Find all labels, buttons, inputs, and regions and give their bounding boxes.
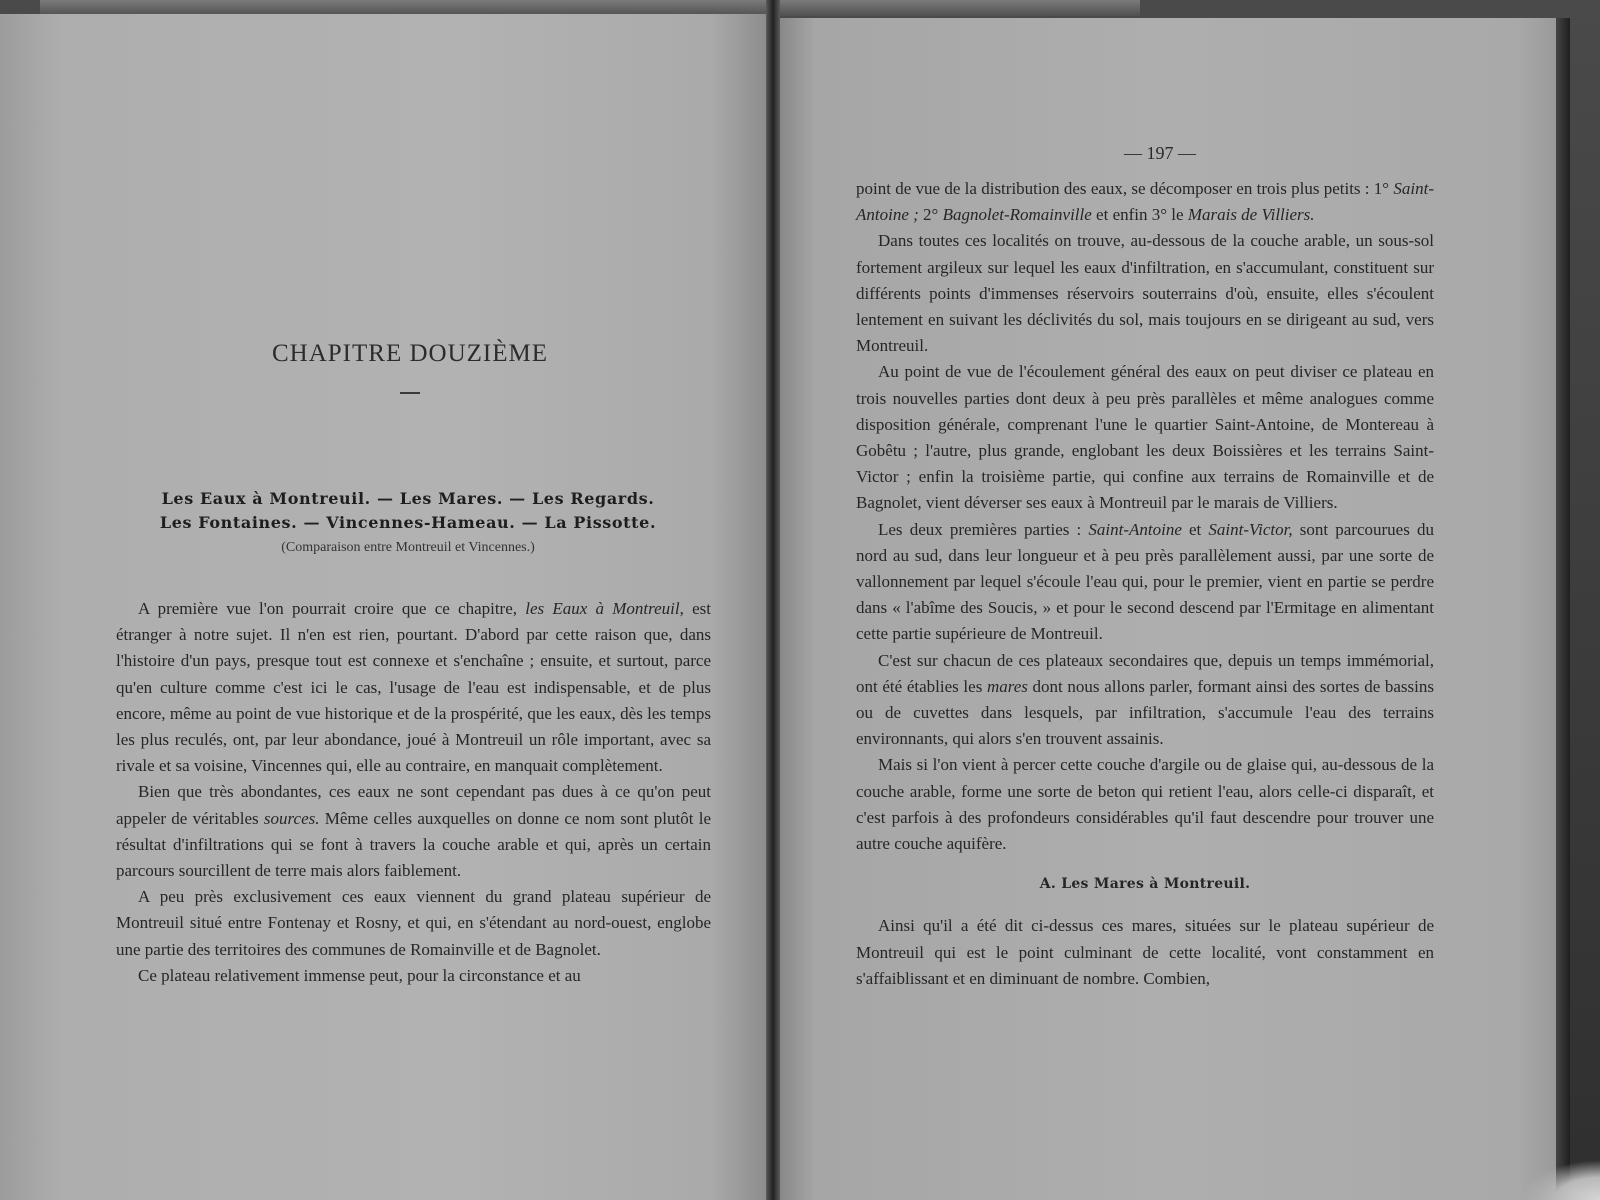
paragraph bbox=[116, 596, 711, 779]
paragraph-text: dont nous allons parler, formant ainsi des sortes de bassins ou de cuvettes dans lesquels, par infiltration, s'accumule l'eau des terrains environnants, qui alors s'en trouvent assainis. bbox=[856, 676, 1435, 749]
chapter-summary bbox=[108, 487, 708, 535]
paragraph-text: sont parcourues du nord au sud, dans leur longueur et à peu près parallèlement aussi, par une sorte de vallonnement par lequel s'écoule l'eau qui, pour le premier, vient en partie se perdre dans « l'abîme des Soucis, » et pour le second descend par l'Ermitage en alimentant cette partie supérieure de Montreuil. bbox=[856, 519, 1434, 644]
paragraph-text: Bien que très abondantes, ces eaux ne sont cependant pas dues à ce qu'on peut appeler de véritables bbox=[116, 782, 711, 828]
paragraph-text: C'est sur chacun de ces plateaux secondaires que, depuis un temps immémorial, ont été établies les bbox=[856, 650, 1434, 696]
paragraph bbox=[116, 779, 711, 884]
paragraph-text: Même celles auxquelles on donne ce nom sont plutôt le résultat d'infiltrations qui se font à travers la couche arable et qui, après un certain parcours sourcillent de terre mais alors faiblement. bbox=[116, 808, 711, 881]
paragraph bbox=[856, 648, 1434, 753]
paragraph: Ainsi qu'il a été dit ci-dessus ces mares, situées sur le plateau supérieur de Montreuil qui est le point culminant de cette localité, vont constamment en s'affaiblissant et en diminuant de nombre. Combien, bbox=[856, 916, 1434, 988]
italic-text: Saint-Antoine ; bbox=[856, 179, 1434, 225]
summary-line-1: Les Eaux à Montreuil. — Les Mares. — Les Regards. bbox=[161, 489, 655, 508]
paragraph-text: point de vue de la distribution des eaux, se décomposer en trois plus petits : 1° bbox=[856, 179, 1394, 198]
right-page-body bbox=[856, 176, 1434, 992]
section-heading: A. Les Mares à Montreuil. bbox=[1039, 876, 1251, 893]
paragraph bbox=[116, 963, 711, 989]
paragraph-text: Ce plateau relativement immense peut, pour la circonstance et au bbox=[138, 965, 581, 985]
paragraph: Au point de vue de l'écoulement général des eaux on peut diviser ce plateau en trois nouvelles parties dont deux à peu près parallèles et même analogues comme disposition générale, comprenant l'une le quartier Saint-Antoine, de Montereau à Gobêtu ; l'autre, plus grande, englobant les deux Boissières et les terrains Saint-Victor ; enfin la troisième partie, qui confine aux terrains de Romainville et de Bagnolet, vient déverser ses eaux à Montreuil par le marais de Villiers. bbox=[856, 362, 1434, 513]
page-edge bbox=[1556, 18, 1570, 1200]
book-gutter bbox=[766, 0, 780, 1200]
left-page-body bbox=[116, 596, 711, 989]
italic-text: Saint-Victor, bbox=[1208, 519, 1293, 539]
paragraph: Mais si l'on vient à percer cette couche d'argile ou de glaise qui, au-dessous de la couche arable, forme une sorte de beton qui retient l'eau, alors celle-ci disparaît, et c'est parfois à des profondeurs considérables qu'il faut descendre pour trouver une autre couche aquifère. bbox=[856, 755, 1434, 854]
italic-text: Saint-Antoine bbox=[1088, 519, 1182, 539]
paragraph-text: Les deux premières parties : bbox=[878, 519, 1089, 539]
paragraph-text: , est étranger à notre sujet. Il n'en est rien, pourtant. D'abord par cette raison que, dans l'histoire d'un pays, presque tout est connexe et s'enchaîne ; ensuite, et surtout, parce qu'en culture comme c'est ici le cas, l'usage de l'eau est indispensable, et de plus encore, même au point de vue historique et de la prospérité, que les eaux, dès les temps les plus reculés, ont, par leur abondance, joué à Montreuil un rôle important, avec sa rivale et sa voisine, Vincennes qui, elle au contraire, en manquait complètement. bbox=[116, 599, 711, 776]
italic-text: mares bbox=[986, 676, 1028, 696]
italic-text: Bagnolet-Romainville bbox=[942, 205, 1092, 225]
chapter-rule bbox=[400, 392, 420, 394]
chapter-title: CHAPITRE DOUZIÈME bbox=[271, 340, 548, 367]
italic-text: Marais de Villiers. bbox=[1187, 205, 1315, 225]
paragraph-text: A peu près exclusivement ces eaux viennent du grand plateau supérieur de Montreuil situé entre Fontenay et Rosny, et qui, en s'étendant au nord-ouest, englobe une partie des territoires des communes de Romainville et de Bagnolet. bbox=[116, 887, 711, 959]
chapter-summary-subtitle: (Comparaison entre Montreuil et Vincennes.) bbox=[281, 540, 535, 555]
paragraph bbox=[116, 884, 711, 963]
paragraph-text: 2° bbox=[918, 205, 943, 225]
italic-text: sources. bbox=[263, 808, 320, 828]
italic-text: les Eaux à Montreuil bbox=[525, 599, 680, 618]
paragraph bbox=[856, 176, 1434, 228]
paragraph-text: et enfin 3° le bbox=[1091, 205, 1188, 225]
page-number: — 197 — bbox=[1124, 143, 1196, 163]
paragraph-text: A première vue l'on pourrait croire que ce chapitre, bbox=[138, 599, 526, 618]
paragraph: Dans toutes ces localités on trouve, au-dessous de la couche arable, un sous-sol fortement argileux sur lequel les eaux d'infiltration, en s'accumulant, constituent sur différents points d'immenses réservoirs souterrains d'où, ensuite, elles s'écoulent lentement en suivant les déclivités du sol, mais toujours en se dirigeant au sud, vers Montreuil. bbox=[856, 231, 1434, 356]
paragraph bbox=[856, 517, 1434, 648]
paragraph-text: et bbox=[1181, 519, 1209, 539]
summary-line-2: Les Fontaines. — Vincennes-Hameau. — La Pissotte. bbox=[159, 513, 657, 532]
reader-hand bbox=[1520, 1160, 1600, 1200]
